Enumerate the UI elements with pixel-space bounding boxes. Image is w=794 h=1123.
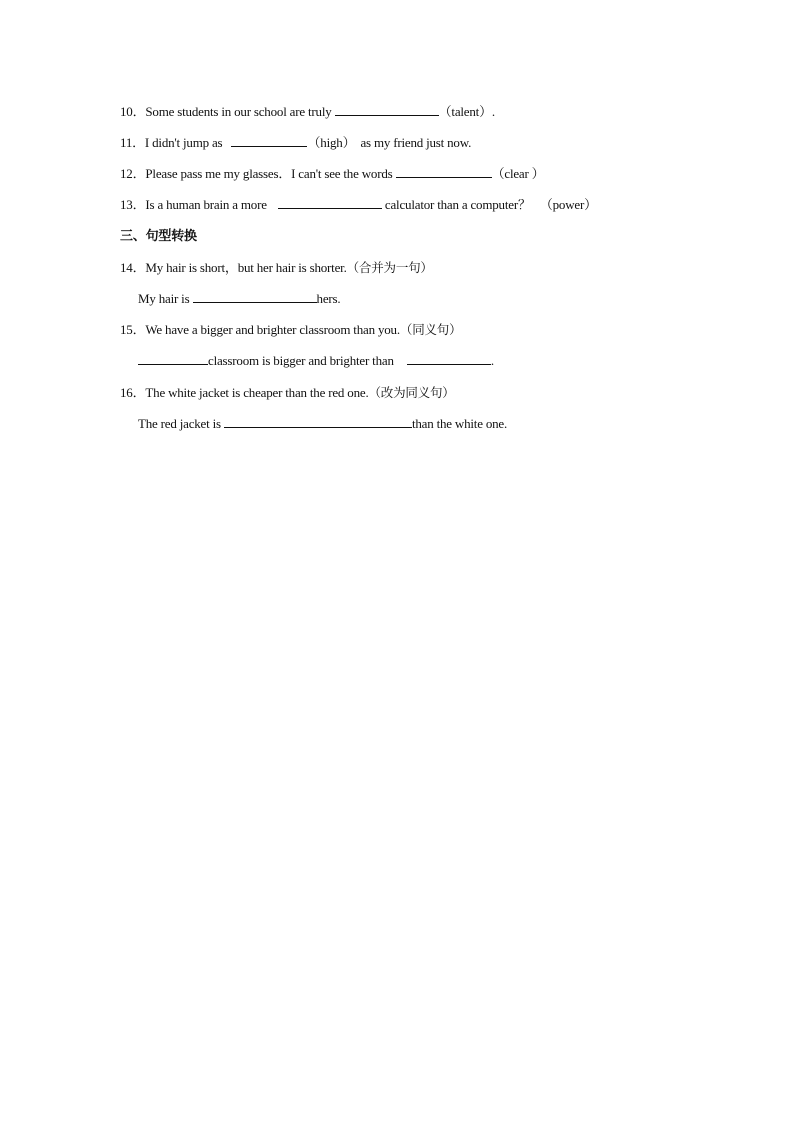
question-10 [120, 102, 495, 122]
question-number: 12． [120, 166, 146, 181]
answer-blank[interactable] [224, 414, 412, 428]
answer-blank[interactable] [407, 351, 491, 365]
question-16 [120, 383, 455, 403]
answer-line-16 [138, 414, 507, 434]
answer-blank[interactable] [396, 164, 492, 178]
question-number: 10． [120, 104, 146, 119]
instruction-hint: （改为同义句） [368, 385, 455, 400]
question-text: The white jacket is cheaper than the red one. [145, 385, 369, 400]
word-hint: （power） [539, 197, 597, 212]
question-14 [120, 258, 433, 278]
question-11 [120, 133, 471, 153]
section-heading: 三、句型转换 [120, 229, 197, 244]
question-12 [120, 164, 544, 184]
question-text: We have a bigger and brighter classroom than you. [145, 322, 400, 337]
question-text: My hair is short，but her hair is shorter. [145, 260, 347, 275]
answer-end: . [490, 353, 494, 368]
answer-blank[interactable] [335, 102, 439, 116]
answer-prefix: My hair is [138, 291, 190, 306]
question-tail: as my friend just now. [360, 135, 472, 150]
answer-suffix: than the white one. [411, 416, 508, 431]
question-text: I didn't jump as [144, 135, 223, 150]
question-number: 11． [120, 135, 145, 150]
word-hint: （high） [307, 135, 356, 150]
question-text: Is a human brain a more [145, 197, 267, 212]
word-hint: （clear ） [491, 166, 545, 181]
answer-middle: classroom is bigger and brighter than [208, 353, 394, 368]
answer-line-14 [138, 289, 340, 309]
question-number: 14． [120, 260, 146, 275]
answer-blank[interactable] [138, 351, 208, 365]
answer-line-15 [138, 351, 494, 371]
question-tail: calculator than a computer？ [384, 197, 531, 212]
word-hint: （talent）. [438, 104, 495, 119]
question-number: 15． [120, 322, 146, 337]
answer-prefix: The red jacket is [138, 416, 221, 431]
answer-blank[interactable] [193, 289, 317, 303]
answer-blank[interactable] [278, 195, 382, 209]
question-number: 16． [120, 385, 146, 400]
question-text: Some students in our school are truly [145, 104, 332, 119]
question-text: Please pass me my glasses．I can't see the words [145, 166, 393, 181]
question-13 [120, 195, 597, 215]
question-15 [120, 320, 461, 340]
answer-blank[interactable] [231, 133, 307, 147]
question-number: 13． [120, 197, 146, 212]
instruction-hint: （同义句） [399, 322, 462, 337]
answer-suffix: hers. [316, 291, 341, 306]
instruction-hint: （合并为一句） [346, 260, 433, 275]
